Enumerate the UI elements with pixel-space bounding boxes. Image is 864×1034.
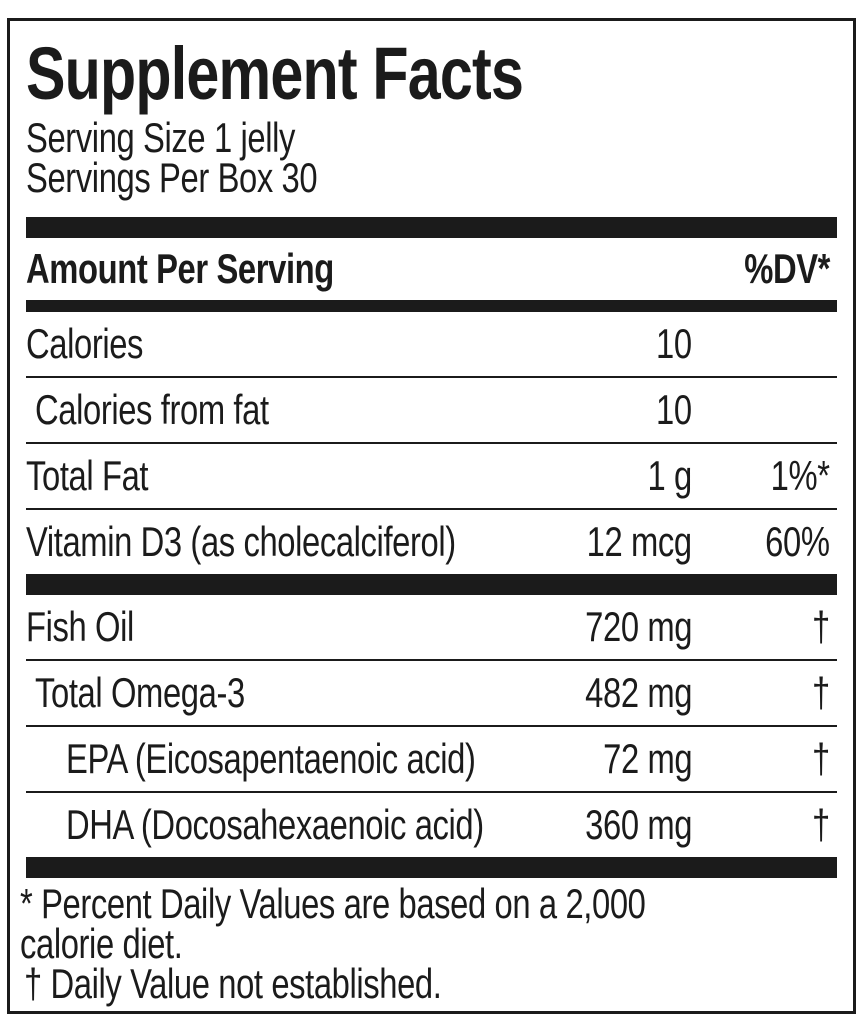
nutrient-name: EPA (Eicosapentaenoic acid) — [66, 735, 476, 782]
nutrient-name: Total Omega-3 — [35, 669, 245, 716]
nutrient-name: Total Fat — [26, 452, 149, 499]
nutrient-dv: † — [812, 801, 830, 848]
panel-title — [26, 32, 837, 115]
nutrient-dv: 60% — [765, 518, 830, 565]
amount-per-serving-header-row — [26, 238, 837, 300]
nutrient-name: Vitamin D3 (as cholecalciferol) — [26, 518, 456, 565]
supplement-facts-panel — [7, 18, 856, 1014]
nutrient-dv: † — [812, 669, 830, 716]
serving-size-line: Serving Size 1 jelly — [26, 114, 295, 161]
footnotes — [20, 880, 837, 1007]
nutrient-row-epa — [26, 727, 837, 791]
percent-dv-header: %DV* — [744, 245, 830, 292]
nutrient-name: DHA (Docosahexaenoic acid) — [66, 801, 484, 848]
nutrient-dv — [692, 320, 830, 368]
nutrient-amount: 1 g — [647, 452, 692, 499]
nutrient-amount: 482 mg — [585, 669, 692, 716]
nutrient-name: Fish Oil — [26, 603, 134, 650]
section-divider-bar — [26, 857, 837, 878]
nutrient-amount: 10 — [656, 320, 692, 367]
footnote-dv-line-2: calorie diet. — [20, 920, 183, 967]
nutrient-name: Calories from fat — [35, 386, 269, 433]
nutrient-amount: 10 — [656, 386, 692, 433]
amount-per-serving-label: Amount Per Serving — [26, 245, 334, 292]
nutrient-amount: 72 mg — [602, 735, 692, 782]
section-divider-bar — [26, 574, 837, 595]
nutrient-row-total-omega-3 — [26, 661, 837, 725]
nutrient-row-calories — [26, 312, 837, 376]
servings-per-box-line: Servings Per Box 30 — [26, 154, 318, 201]
section-divider-bar — [26, 300, 837, 312]
nutrient-row-calories-from-fat — [26, 378, 837, 442]
nutrient-amount: 12 mcg — [586, 518, 692, 565]
section-divider-bar — [26, 217, 837, 238]
nutrient-row-total-fat — [26, 444, 837, 508]
nutrient-row-fish-oil — [26, 595, 837, 659]
nutrient-amount: 720 mg — [585, 603, 692, 650]
footnote-dv-line-1: * Percent Daily Values are based on a 2,000 — [20, 880, 646, 927]
serving-info — [26, 114, 837, 201]
nutrient-row-vitamin-d3 — [26, 510, 837, 574]
panel-title-text: Supplement Facts — [26, 32, 524, 115]
nutrient-dv: 1%* — [771, 452, 830, 499]
nutrient-dv: † — [812, 603, 830, 650]
nutrient-amount: 360 mg — [585, 801, 692, 848]
nutrient-row-dha — [26, 793, 837, 857]
nutrient-dv — [692, 386, 830, 434]
nutrient-dv: † — [812, 735, 830, 782]
nutrient-name: Calories — [26, 320, 144, 367]
footnote-dagger-line: † Daily Value not established. — [24, 960, 442, 1007]
